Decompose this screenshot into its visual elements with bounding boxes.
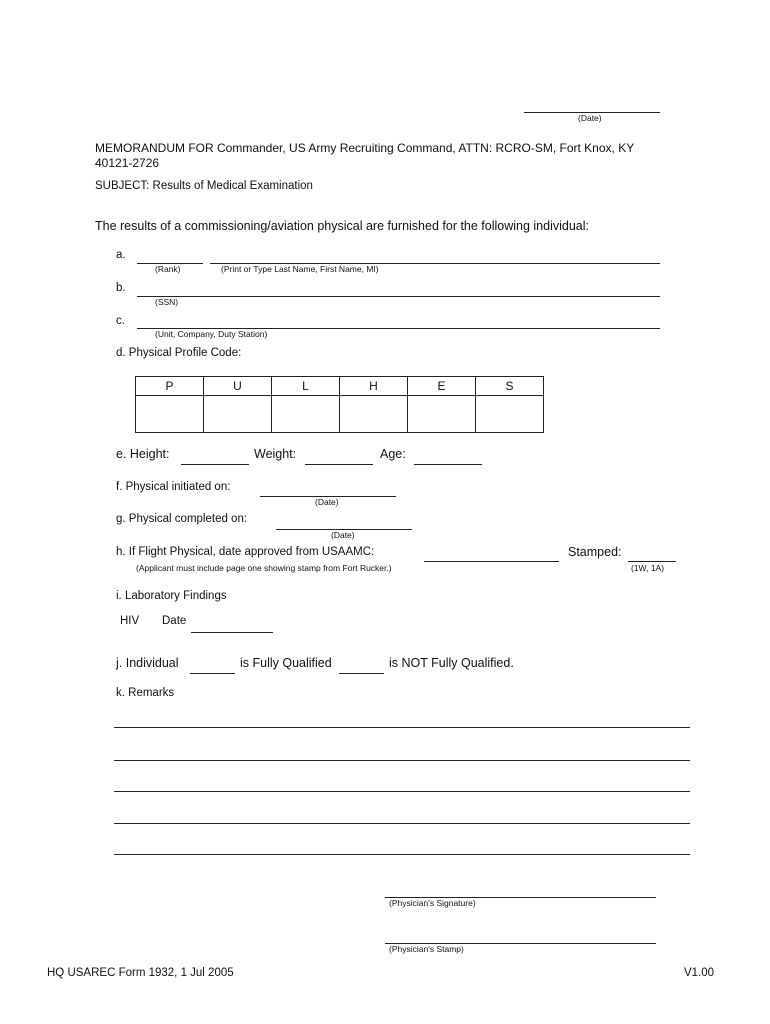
profile-value-l[interactable]: [272, 396, 340, 433]
memo-subject: SUBJECT: Results of Medical Examination: [95, 180, 313, 192]
remarks-line-4[interactable]: [114, 823, 690, 824]
field-g-label: g. Physical completed on:: [116, 513, 248, 525]
rank-caption: (Rank): [155, 264, 181, 274]
field-f-label: f. Physical initiated on:: [116, 481, 231, 493]
field-d-label: d. Physical Profile Code:: [116, 347, 242, 359]
unit-caption: (Unit, Company, Duty Station): [155, 329, 268, 339]
field-k-label: k. Remarks: [116, 687, 175, 699]
height-field[interactable]: [181, 464, 249, 465]
memo-addressee: MEMORANDUM FOR Commander, US Army Recruiting Command, ATTN: RCRO-SM, Fort Knox, KY: [95, 141, 635, 155]
field-a-label: a.: [116, 249, 126, 261]
field-j-label: j. Individual: [116, 656, 179, 670]
name-caption: (Print or Type Last Name, First Name, MI): [221, 264, 379, 274]
fully-qualified-field[interactable]: [190, 673, 235, 674]
fully-qualified-label: is Fully Qualified: [240, 656, 332, 670]
profile-value-p[interactable]: [136, 396, 204, 433]
profile-col-u: U: [204, 377, 272, 396]
physician-signature-caption: (Physician's Signature): [389, 898, 476, 908]
profile-col-s: S: [476, 377, 544, 396]
form-id: HQ USAREC Form 1932, 1 Jul 2005: [47, 967, 234, 979]
initiated-date-caption: (Date): [315, 497, 339, 507]
memo-zip: 40121-2726: [95, 156, 160, 170]
profile-value-s[interactable]: [476, 396, 544, 433]
profile-col-e: E: [408, 377, 476, 396]
profile-col-l: L: [272, 377, 340, 396]
weight-label: Weight:: [254, 447, 297, 461]
hiv-date-label: Date: [162, 615, 187, 627]
height-label: e. Height:: [116, 447, 170, 461]
stamp-caption: (1W, 1A): [631, 563, 665, 573]
ssn-caption: (SSN): [155, 297, 179, 307]
field-h-label: h. If Flight Physical, date approved from USAAMC:: [116, 546, 375, 558]
physician-stamp-caption: (Physician's Stamp): [389, 944, 464, 954]
profile-col-p: P: [136, 377, 204, 396]
hiv-date-field[interactable]: [191, 632, 273, 633]
stamped-label: Stamped:: [568, 545, 622, 559]
profile-value-h[interactable]: [340, 396, 408, 433]
profile-value-u[interactable]: [204, 396, 272, 433]
profile-value-e[interactable]: [408, 396, 476, 433]
profile-col-h: H: [340, 377, 408, 396]
form-version: V1.00: [684, 967, 715, 979]
not-fully-qualified-field[interactable]: [339, 673, 384, 674]
age-field[interactable]: [414, 464, 482, 465]
completed-date-caption: (Date): [331, 530, 355, 540]
flight-physical-note: (Applicant must include page one showing stamp from Fort Rucker.): [136, 563, 392, 573]
remarks-line-5[interactable]: [114, 854, 690, 855]
ssn-field[interactable]: [137, 296, 660, 297]
profile-code-table: [135, 376, 544, 433]
date-caption: (Date): [578, 113, 602, 123]
age-label: Age:: [380, 447, 406, 461]
hiv-label: HIV: [120, 615, 140, 627]
remarks-line-1[interactable]: [114, 727, 690, 728]
remarks-line-3[interactable]: [114, 791, 690, 792]
weight-field[interactable]: [305, 464, 373, 465]
stamped-field[interactable]: [628, 561, 676, 562]
field-b-label: b.: [116, 282, 126, 294]
usaamc-date-field[interactable]: [424, 561, 559, 562]
memo-intro: The results of a commissioning/aviation physical are furnished for the following individual:: [95, 219, 590, 233]
remarks-line-2[interactable]: [114, 760, 690, 761]
field-i-label: i. Laboratory Findings: [116, 590, 227, 602]
field-c-label: c.: [116, 315, 125, 327]
not-fully-qualified-label: is NOT Fully Qualified.: [389, 656, 514, 670]
